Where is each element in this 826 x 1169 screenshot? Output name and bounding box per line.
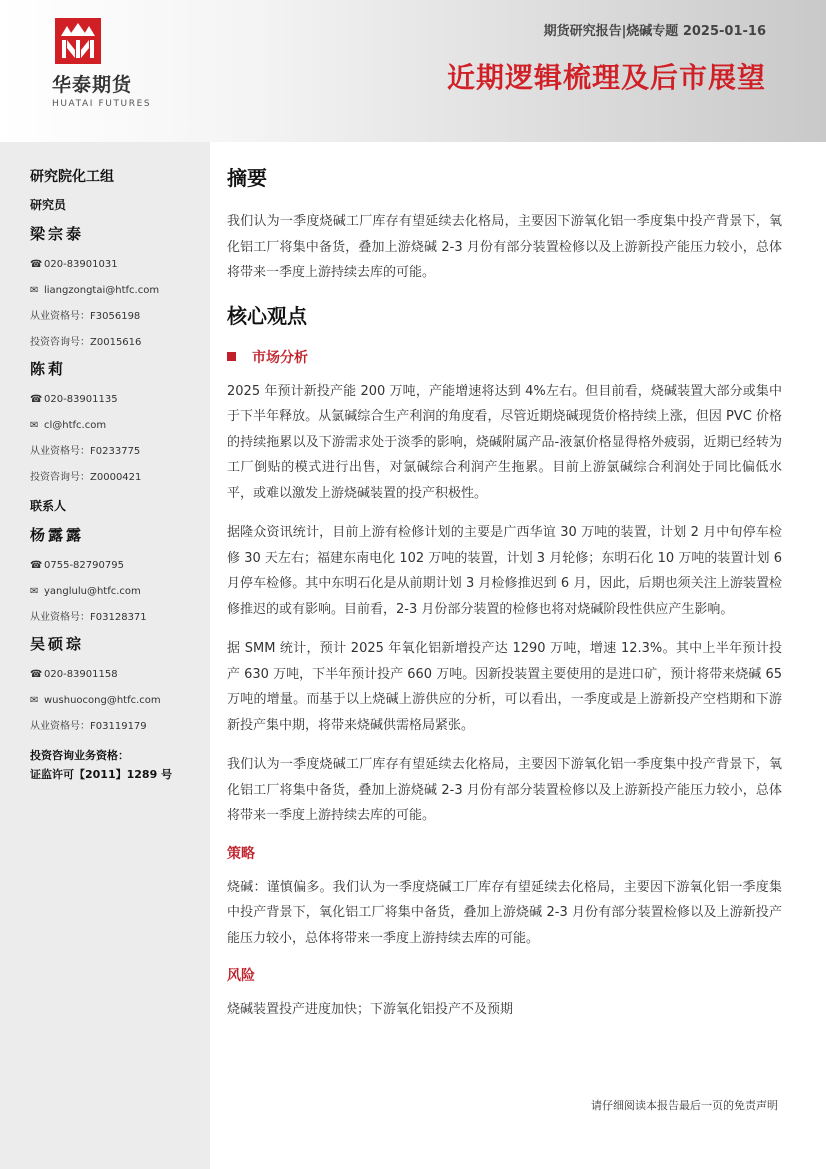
- mail-icon: ✉: [30, 285, 39, 296]
- market-paragraph: 我们认为一季度烧碱工厂库存有望延续去化格局，主要因下游氧化铝一季度集中投产背景下，氧化铝工厂将集中备货，叠加上游烧碱 2-3 月份有部分装置检修以及上游新投产能压力较小，总体将带来一季度上游持续去库的可能。: [227, 757, 782, 823]
- invest-label: 投资咨询号：: [30, 472, 90, 483]
- invest-number: Z0015616: [90, 337, 142, 348]
- cert-label: 从业资格号：: [30, 612, 90, 623]
- contact-email[interactable]: yanglulu@htfc.com: [44, 586, 141, 597]
- disclaimer-note: 请仔细阅读本报告最后一页的免责声明: [591, 1099, 778, 1112]
- cert-label: 从业资格号：: [30, 446, 90, 457]
- researcher-phone: 020-83901135: [44, 394, 118, 405]
- huatai-logo-mark: [55, 18, 101, 64]
- phone-icon: ☎: [30, 259, 43, 270]
- market-analysis-heading: [227, 347, 782, 367]
- license-line: 证监许可【2011】1289 号: [30, 768, 173, 781]
- mail-icon: ✉: [30, 586, 39, 597]
- risk-heading: 风险: [227, 968, 255, 984]
- researcher-name: 梁宗泰: [30, 225, 85, 243]
- researcher-email[interactable]: cl@htfc.com: [44, 420, 107, 431]
- phone-icon: ☎: [30, 669, 43, 680]
- researcher-card: [30, 223, 200, 356]
- phone-icon: ☎: [30, 560, 43, 571]
- cert-number: F03119179: [90, 721, 147, 732]
- strategy-heading: 策略: [227, 845, 255, 862]
- invest-number: Z0000421: [90, 472, 142, 483]
- square-bullet-icon: [227, 352, 236, 361]
- logo-english-name: HUATAI FUTURES: [52, 99, 152, 109]
- contact-name: 杨露露: [30, 526, 85, 544]
- report-body: [227, 162, 782, 1037]
- market-analysis-title: 市场分析: [252, 349, 308, 366]
- report-meta: 期货研究报告|烧碱专题 2025-01-16: [543, 24, 766, 39]
- cert-number: F3056198: [90, 311, 141, 322]
- analyst-sidebar: [0, 142, 210, 1169]
- contact-phone: 020-83901158: [44, 669, 118, 680]
- company-logo: [52, 18, 152, 109]
- market-paragraph: 据 SMM 统计，预计 2025 年氧化铝新增投产达 1290 万吨，增速 12.3%。其中上半年预计投产 630 万吨，下半年预计投产 660 万吨。因新投装置主要使用的是进口矿，预计将带来烧碱 65 万吨的增量。而基于以上烧碱上游供应的分析，可以看出，一季度或是上游新投产空档期和下游新投产集中期，将带来烧碱供需格局紧张。: [227, 641, 782, 733]
- researcher-label: 研究员: [30, 198, 67, 212]
- report-header: [0, 0, 826, 142]
- invest-label: 投资咨询号：: [30, 337, 90, 348]
- summary-paragraph: 我们认为一季度烧碱工厂库存有望延续去化格局，主要因下游氧化铝一季度集中投产背景下，氧化铝工厂将集中备货，叠加上游烧碱 2-3 月份有部分装置检修以及上游新投产能压力较小，总体将带来一季度上游持续去库的可能。: [227, 214, 782, 280]
- mail-icon: ✉: [30, 420, 39, 431]
- market-paragraph: 2025 年预计新投产能 200 万吨，产能增速将达到 4%左右。但目前看，烧碱装置大部分或集中于下半年释放。从氯碱综合生产利润的角度看，尽管近期烧碱现货价格持续上涨，但因 PVC 价格的持续拖累以及下游需求处于淡季的影响，烧碱附属产品-液氯价格显得格外疲弱，近期已经转为工厂倒贴的模式进行出售，对氯碱综合利润产生拖累。目前上游氯碱综合利润处于同比偏低水平，或难以激发上游烧碱装置的投产积极性。: [227, 383, 782, 501]
- core-view-heading: 核心观点: [227, 303, 307, 328]
- researcher-name: 陈莉: [30, 360, 67, 378]
- logo-chinese-name: 华泰期货: [52, 74, 133, 96]
- report-title: 近期逻辑梳理及后市展望: [446, 61, 766, 94]
- cert-label: 从业资格号：: [30, 721, 90, 732]
- cert-label: 从业资格号：: [30, 311, 90, 322]
- researcher-card: [30, 358, 200, 491]
- strategy-paragraph: 烧碱：谨慎偏多。我们认为一季度烧碱工厂库存有望延续去化格局，主要因下游氧化铝一季度集中投产背景下，氧化铝工厂将集中备货，叠加上游烧碱 2-3 月份有部分装置检修以及上游新投产能压力较小，总体将带来一季度上游持续去库的可能。: [227, 879, 782, 946]
- contact-email[interactable]: wushuocong@htfc.com: [44, 695, 161, 706]
- contact-name: 吴硕琮: [30, 635, 85, 653]
- contact-card: [30, 524, 200, 631]
- market-paragraph: 据隆众资讯统计，目前上游有检修计划的主要是广西华谊 30 万吨的装置，计划 2 月中旬停车检修 30 天左右；福建东南电化 102 万吨的装置，计划 3 月轮修；东明石化 10 万吨的装置计划 6 月停车检修。其中东明石化是从前期计划 3 月检修推迟到 6 月，因此，后期也须关注上游装置检修推迟的或有影响。目前看，2-3 月份部分装置的检修也将对烧碱阶段性供应产生影响。: [227, 525, 782, 617]
- research-group: 研究院化工组: [30, 169, 114, 185]
- cert-number: F03128371: [90, 612, 147, 623]
- contact-label: 联系人: [30, 499, 67, 513]
- risk-paragraph: 烧碱装置投产进度加快；下游氧化铝投产不及预期: [227, 1002, 514, 1017]
- contact-card: [30, 633, 200, 740]
- qualification: [30, 746, 200, 784]
- summary-heading: 摘要: [227, 166, 267, 190]
- phone-icon: ☎: [30, 394, 43, 405]
- cert-number: F0233775: [90, 446, 141, 457]
- mail-icon: ✉: [30, 695, 39, 706]
- researcher-email[interactable]: liangzongtai@htfc.com: [44, 285, 160, 296]
- contact-phone: 0755-82790795: [44, 560, 124, 571]
- qualification-line: 投资咨询业务资格：: [30, 749, 129, 762]
- researcher-phone: 020-83901031: [44, 259, 118, 270]
